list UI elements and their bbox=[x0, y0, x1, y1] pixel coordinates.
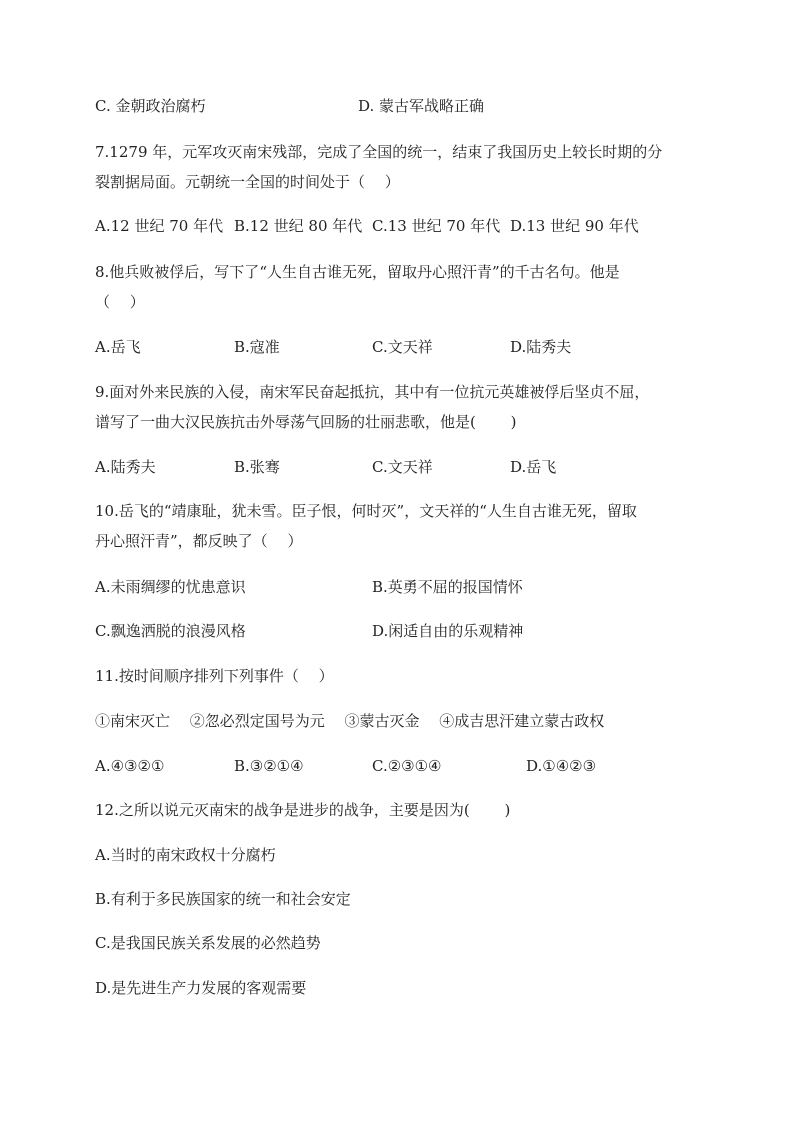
q11-option-c: C.②③①④ bbox=[372, 757, 442, 775]
q8-option-c: C.文天祥 bbox=[372, 338, 433, 356]
q9-option-b: B.张骞 bbox=[234, 458, 280, 476]
q11-events: ①南宋灭亡 ②忽必烈定国号为元 ③蒙古灭金 ④成吉思汗建立蒙古政权 bbox=[95, 712, 605, 730]
q11-stem-line1: 11.按时间顺序排列下列事件（ ） bbox=[95, 667, 334, 685]
q11-option-a: A.④③②① bbox=[95, 757, 165, 775]
q10-stem-line1: 10.岳飞的“靖康耻，犹未雪。臣子恨，何时灭”，文天祥的“人生自古谁无死，留取 bbox=[95, 502, 637, 520]
q11-option-b: B.③②①④ bbox=[234, 757, 304, 775]
q7-stem-line2: 裂割据局面。元朝统一全国的时间处于（ ） bbox=[95, 173, 400, 191]
q9-option-d: D.岳飞 bbox=[510, 458, 557, 476]
q12-stem-line1: 12.之所以说元灭南宋的战争是进步的战争，主要是因为( ) bbox=[95, 801, 511, 819]
q10-option-c: C.飘逸洒脱的浪漫风格 bbox=[95, 622, 246, 640]
q12-option-c: C.是我国民族关系发展的必然趋势 bbox=[95, 934, 321, 952]
q8-option-b: B.寇准 bbox=[234, 338, 280, 356]
q7-option-c: C.13 世纪 70 年代 bbox=[372, 217, 501, 235]
q9-stem-line2: 谱写了一曲大汉民族抗击外辱荡气回肠的壮丽悲歌，他是( ) bbox=[95, 413, 517, 431]
q8-option-d: D.陆秀夫 bbox=[510, 338, 572, 356]
q10-option-a: A.未雨绸缪的忧患意识 bbox=[95, 578, 246, 596]
q10-option-d: D.闲适自由的乐观精神 bbox=[372, 622, 524, 640]
q10-stem-line2: 丹心照汗青”，都反映了（ ） bbox=[95, 532, 303, 550]
q9-option-a: A.陆秀夫 bbox=[95, 458, 156, 476]
q9-stem-line1: 9.面对外来民族的入侵，南宋军民奋起抵抗，其中有一位抗元英雄被俘后坚贞不屈， bbox=[95, 383, 650, 401]
q12-option-b: B.有利于多民族国家的统一和社会安定 bbox=[95, 890, 351, 908]
q7-option-a: A.12 世纪 70 年代 bbox=[95, 217, 224, 235]
q6-option-c: C. 金朝政治腐朽 bbox=[95, 97, 206, 115]
q8-stem-line1: 8.他兵败被俘后，写下了“人生自古谁无死，留取丹心照汗青”的千古名句。他是 bbox=[95, 263, 620, 281]
q12-option-d: D.是先进生产力发展的客观需要 bbox=[95, 979, 307, 997]
q7-stem-line1: 7.1279 年，元军攻灭南宋残部，完成了全国的统一，结束了我国历史上较长时期的分 bbox=[95, 143, 663, 161]
q7-option-b: B.12 世纪 80 年代 bbox=[234, 217, 363, 235]
q10-option-b: B.英勇不屈的报国情怀 bbox=[372, 578, 523, 596]
q8-option-a: A.岳飞 bbox=[95, 338, 141, 356]
q8-stem-line2: （ ） bbox=[95, 293, 145, 311]
q9-option-c: C.文天祥 bbox=[372, 458, 433, 476]
q7-option-d: D.13 世纪 90 年代 bbox=[510, 217, 639, 235]
q11-option-d: D.①④②③ bbox=[526, 757, 597, 775]
q6-option-d: D. 蒙古军战略正确 bbox=[358, 97, 485, 115]
q12-option-a: A.当时的南宋政权十分腐朽 bbox=[95, 846, 276, 864]
